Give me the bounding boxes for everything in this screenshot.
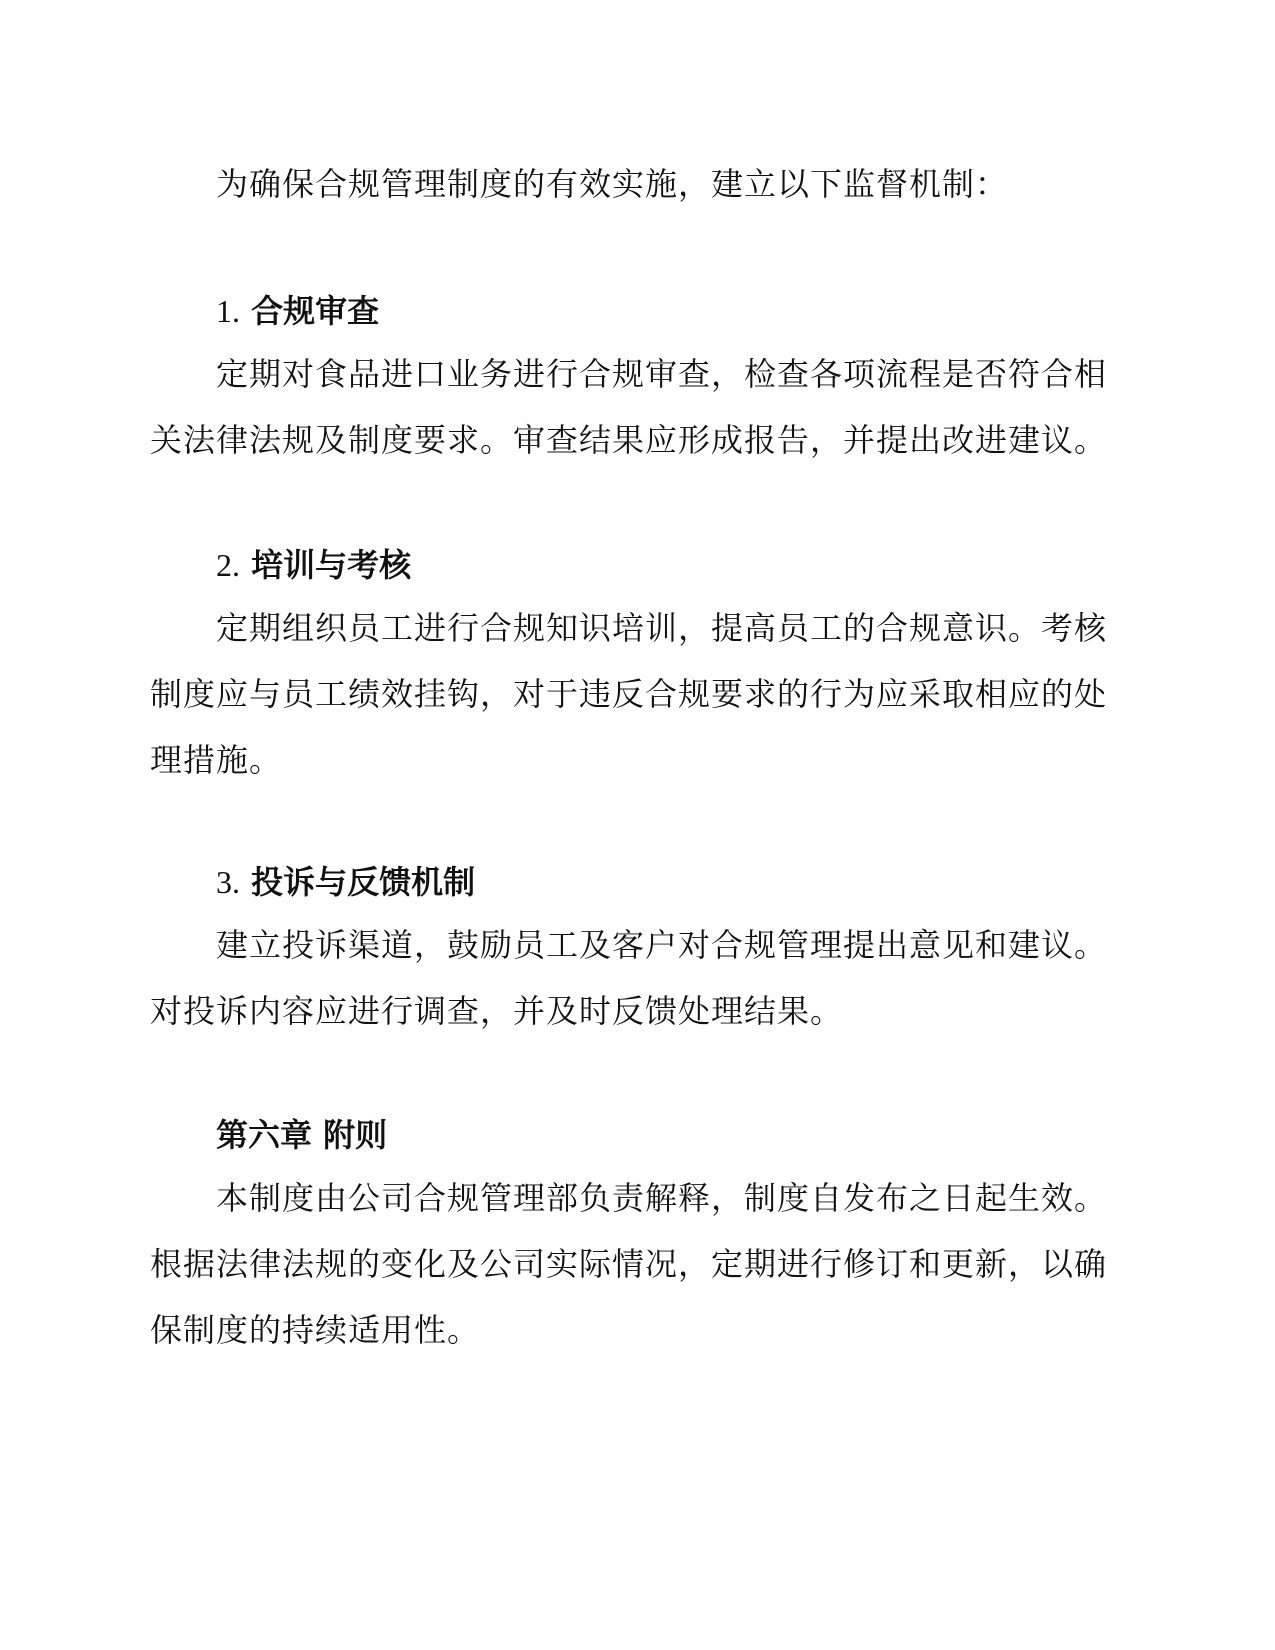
section-2-heading <box>216 545 411 585</box>
section-1-heading <box>216 291 379 331</box>
section-1-body: 定期对食品进口业务进行合规审查，检查各项流程是否符合相关法律法规及制度要求。审查结果应形成报告，并提出改进建议。 <box>150 355 1108 459</box>
chapter-heading: 第六章 附则 <box>216 1116 388 1154</box>
chapter-body: 本制度由公司合规管理部负责解释，制度自发布之日起生效。根据法律法规的变化及公司实际情况，定期进行修订和更新，以确保制度的持续适用性。 <box>150 1179 1108 1349</box>
section-1-title: 合规审查 <box>251 292 380 330</box>
section-3-number: 3. <box>216 864 240 900</box>
section-1-number: 1. <box>216 293 240 329</box>
section-3-title: 投诉与反馈机制 <box>251 863 476 901</box>
section-3-body: 建立投诉渠道，鼓励员工及客户对合规管理提出意见和建议。对投诉内容应进行调查，并及时反馈处理结果。 <box>150 926 1108 1030</box>
section-2-number: 2. <box>216 547 240 583</box>
section-2-body: 定期组织员工进行合规知识培训，提高员工的合规意识。考核制度应与员工绩效挂钩，对于违反合规要求的行为应采取相应的处理措施。 <box>150 609 1108 779</box>
intro-paragraph: 为确保合规管理制度的有效实施，建立以下监督机制： <box>216 165 1009 203</box>
section-3-heading <box>216 862 475 902</box>
section-2-title: 培训与考核 <box>251 546 412 584</box>
